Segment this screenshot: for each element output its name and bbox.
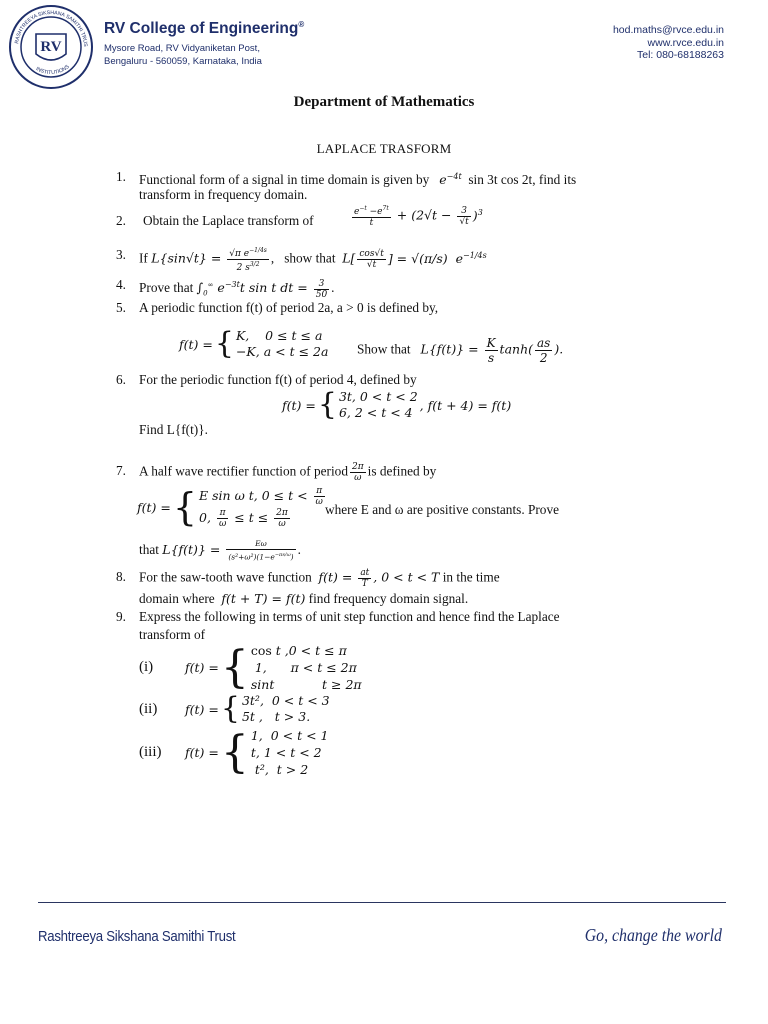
website-link[interactable]: www.rvce.edu.in	[647, 36, 724, 49]
q8-text: For the saw-tooth wave function f(t) = $\frac{at}{T}$ , 0 < t < T in the time	[139, 568, 500, 589]
email-link[interactable]: hod.maths@rvce.edu.in	[612, 24, 724, 36]
q9-sub-i: (i)	[139, 659, 154, 675]
q5-number: 5.	[116, 300, 126, 315]
logo-bottom-text: INSTITUTIONS	[34, 64, 71, 77]
q4-number: 4.	[116, 277, 126, 292]
q2-number: 2.	[116, 213, 126, 228]
q7-text: A half wave rectifier function of period $\frac{2\pi}{\omega}$ is defined by	[139, 462, 437, 483]
q7-that: that L{f(t)} = $\frac{E\omega}{(s^2+\omega^2)(1-e^{-\pi s/\omega})}$ .	[139, 539, 301, 562]
college-logo	[8, 4, 94, 90]
q6-find: Find L{f(t)}.	[139, 422, 208, 437]
q8-number: 8.	[116, 569, 126, 584]
q9-iii-definition: f(t) = { 1, 0 < t < 1 t, 1 < t < 2 t², t > 2	[185, 726, 329, 778]
contact-block	[613, 24, 724, 62]
q1-text: Functional form of a signal in time domain is given by $e^{-4t}$ sin 3t cos 2t, find its	[139, 172, 577, 188]
college-address: Mysore Road, RV Vidyaniketan Post, Bengaluru - 560059, Karnataka, India	[104, 43, 262, 67]
q3-text: If L{sin√t} = $\frac{√\pi e^{-1/4s}}{2 s^{3/2}}$ , show that L[ $\frac{\cos√t}{√t}$ ] = √(π/s) $e^{-1/4s}$	[139, 247, 487, 273]
q7-where: where E and ω are positive constants. Prove	[325, 502, 559, 517]
q2-expression: $\frac{e^{-t} -e^{7t}}{t}$ + (2√t − $\frac{3}{√t}$ )$^3$	[354, 205, 483, 228]
q9-ii-definition: f(t) = { 3t², 0 < t < 3 5t , t > 3.	[185, 691, 330, 726]
q9-i-definition: f(t) = { cos t ,0 < t ≤ π 1, π < t ≤ 2π sint t ≥ 2π	[185, 641, 362, 693]
q9-sub-ii: (ii)	[139, 701, 158, 717]
q9-sub-iii: (iii)	[139, 744, 162, 760]
q7-number: 7.	[116, 463, 126, 478]
q3-number: 3.	[116, 247, 126, 262]
q9-text-2: transform of	[139, 627, 206, 642]
logo-ring-text: RASHTREEYA SIKSHANA SAMITHI TRUS	[14, 9, 89, 47]
q9-number: 9.	[116, 609, 126, 624]
logo-monogram: RV	[40, 39, 62, 55]
q7-definition: f(t) = { E sin ω t, 0 ≤ t < $\frac{\pi}{\omega}$ 0, $\frac{\pi}{\omega}$ ≤ t ≤ $\frac{2\pi}{\omega}$	[137, 485, 323, 529]
q5-definition: f(t) = { K, 0 ≤ t ≤ a −K, a < t ≤ 2a	[179, 326, 329, 361]
q4-text: Prove that $\int_0^\infty$ $e^{-3t}t$ sin t dt = $\frac{3}{50}$ .	[139, 278, 335, 300]
college-name: RV College of Engineering®	[104, 20, 305, 38]
department-title: Department of Mathematics	[293, 94, 475, 110]
q6-text: For the periodic function f(t) of period 4, defined by	[139, 372, 417, 387]
q8-text-2: domain where f(t + T) = f(t) find frequency domain signal.	[139, 591, 469, 606]
q9-text: Express the following in terms of unit step function and hence find the Laplace	[139, 609, 560, 624]
q6-definition: f(t) = { 3t, 0 < t < 2 6, 2 < t < 4 , f(t + 4) = f(t)	[282, 387, 512, 422]
q5-show-that: Show that L{f(t)} = $\frac{K}{s}$ tanh( $\frac{as}{2}$ ).	[357, 336, 564, 365]
q6-number: 6.	[116, 372, 126, 387]
footer-trust-name: Rashtreeya Sikshana Samithi Trust	[38, 928, 236, 945]
q2-text: Obtain the Laplace transform of	[143, 213, 314, 228]
q5-text: A periodic function f(t) of period 2a, a > 0 is defined by,	[139, 300, 439, 315]
q1-number: 1.	[116, 169, 126, 184]
footer-motto: Go, change the world	[584, 925, 722, 945]
footer-divider	[38, 902, 726, 903]
phone-number: Tel: 080-68188263	[637, 49, 724, 61]
topic-title: LAPLACE TRASFORM	[316, 141, 452, 156]
q1-text-2: transform in frequency domain.	[139, 187, 308, 202]
